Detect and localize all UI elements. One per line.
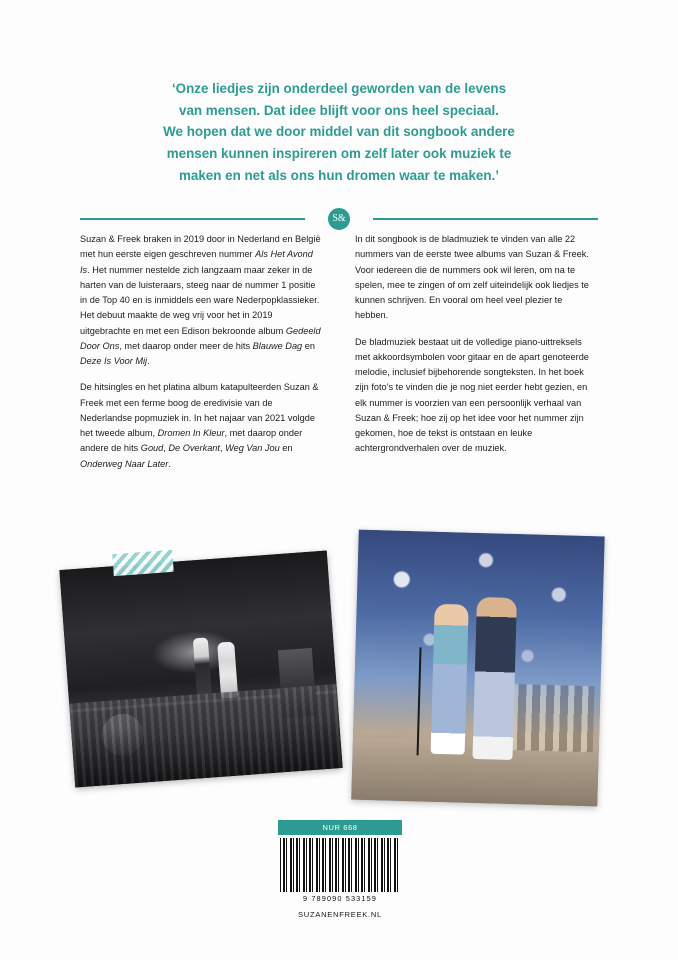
nur-label: NUR 668 bbox=[278, 820, 402, 835]
paragraph: De hitsingles en het platina album katapulteerden Suzan & Freek met een ferme boog de eredivisie van de Nederlandse popmuziek in. In het najaar van 2021 volgde het tweede album, Dromen In Kleur, met daarop onder andere de hits Goud, De Overkant, Weg Van Jou en Onderweg Naar Later. bbox=[80, 382, 319, 469]
performer-figure bbox=[472, 597, 517, 760]
photo-black-and-white bbox=[59, 550, 342, 787]
paragraph: Suzan & Freek braken in 2019 door in Nederland en België met hun eerste eigen geschreven nummer Als Het Avond Is. Het nummer nestelde zich langzaam maar zeker in de harten van de luisteraars, steeg naar de nummer 1 positie in de Top 40 en is inmiddels een ware Nederpopklassieker. Het debuut maakte de weg vrij voor het in 2019 uitgebrachte en met een Edison bekroonde album Gedeeld Door Ons, met daarop onder meer de hits Blauwe Dag en Deze Is Voor Mij. bbox=[80, 234, 321, 367]
divider-line-left bbox=[80, 218, 305, 220]
website-label: SUZANENFREEK.NL bbox=[298, 910, 382, 919]
isbn-number: 9 789090 533159 bbox=[302, 894, 378, 903]
website-line-wrap bbox=[278, 898, 402, 919]
right-column bbox=[355, 232, 598, 472]
paragraph: De bladmuziek bestaat uit de volledige piano-uittreksels met akkoordsymbolen voor gitaar en de apart genoteerde melodie, inclusief bijbehorende songteksten. In het boek zijn foto’s te vinden die je nog niet eerder hebt gezien, en elk nummer is voorzien van een persoonlijk verhaal van Suzan & Freek; hoe zij op het idee voor het nummer zijn gekomen, hoe de tekst is ontstaan en leuke achtergrondverhalen over de muziek. bbox=[355, 336, 589, 454]
body-text bbox=[80, 232, 598, 472]
performer-figure bbox=[431, 604, 469, 755]
quote-line-3: We hopen dat we door middel van dit songbook andere bbox=[163, 124, 515, 140]
section-divider bbox=[80, 208, 598, 230]
left-column bbox=[80, 232, 323, 472]
quote-line-4: mensen kunnen inspireren om zelf later ook muziek te bbox=[166, 146, 512, 162]
pull-quote bbox=[86, 78, 592, 187]
logo-icon: S& bbox=[328, 208, 350, 230]
barcode-block bbox=[278, 820, 402, 903]
barcode-bars bbox=[280, 838, 400, 892]
divider-line-right bbox=[373, 218, 598, 220]
quote-line-1: ‘Onze liedjes zijn onderdeel geworden van de levens bbox=[171, 81, 507, 96]
quote-line-5: maken en net als ons hun dromen waar te maken.’ bbox=[179, 167, 499, 183]
quote-line-2: van mensen. Dat idee blijft voor ons heel speciaal. bbox=[179, 102, 499, 118]
paragraph: In dit songbook is de bladmuziek te vinden van alle 22 nummers van de eerste twee albums van Suzan & Freek. Voor iedereen die de nummers ook wil leren, om na te spelen, mee te zingen of om zelf uiteindelijk ook liedjes te kunnen schrijven. En vooral om heel veel plezier te hebben. bbox=[355, 234, 589, 321]
photo-colour bbox=[351, 530, 604, 807]
washi-tape-decoration bbox=[112, 550, 173, 576]
